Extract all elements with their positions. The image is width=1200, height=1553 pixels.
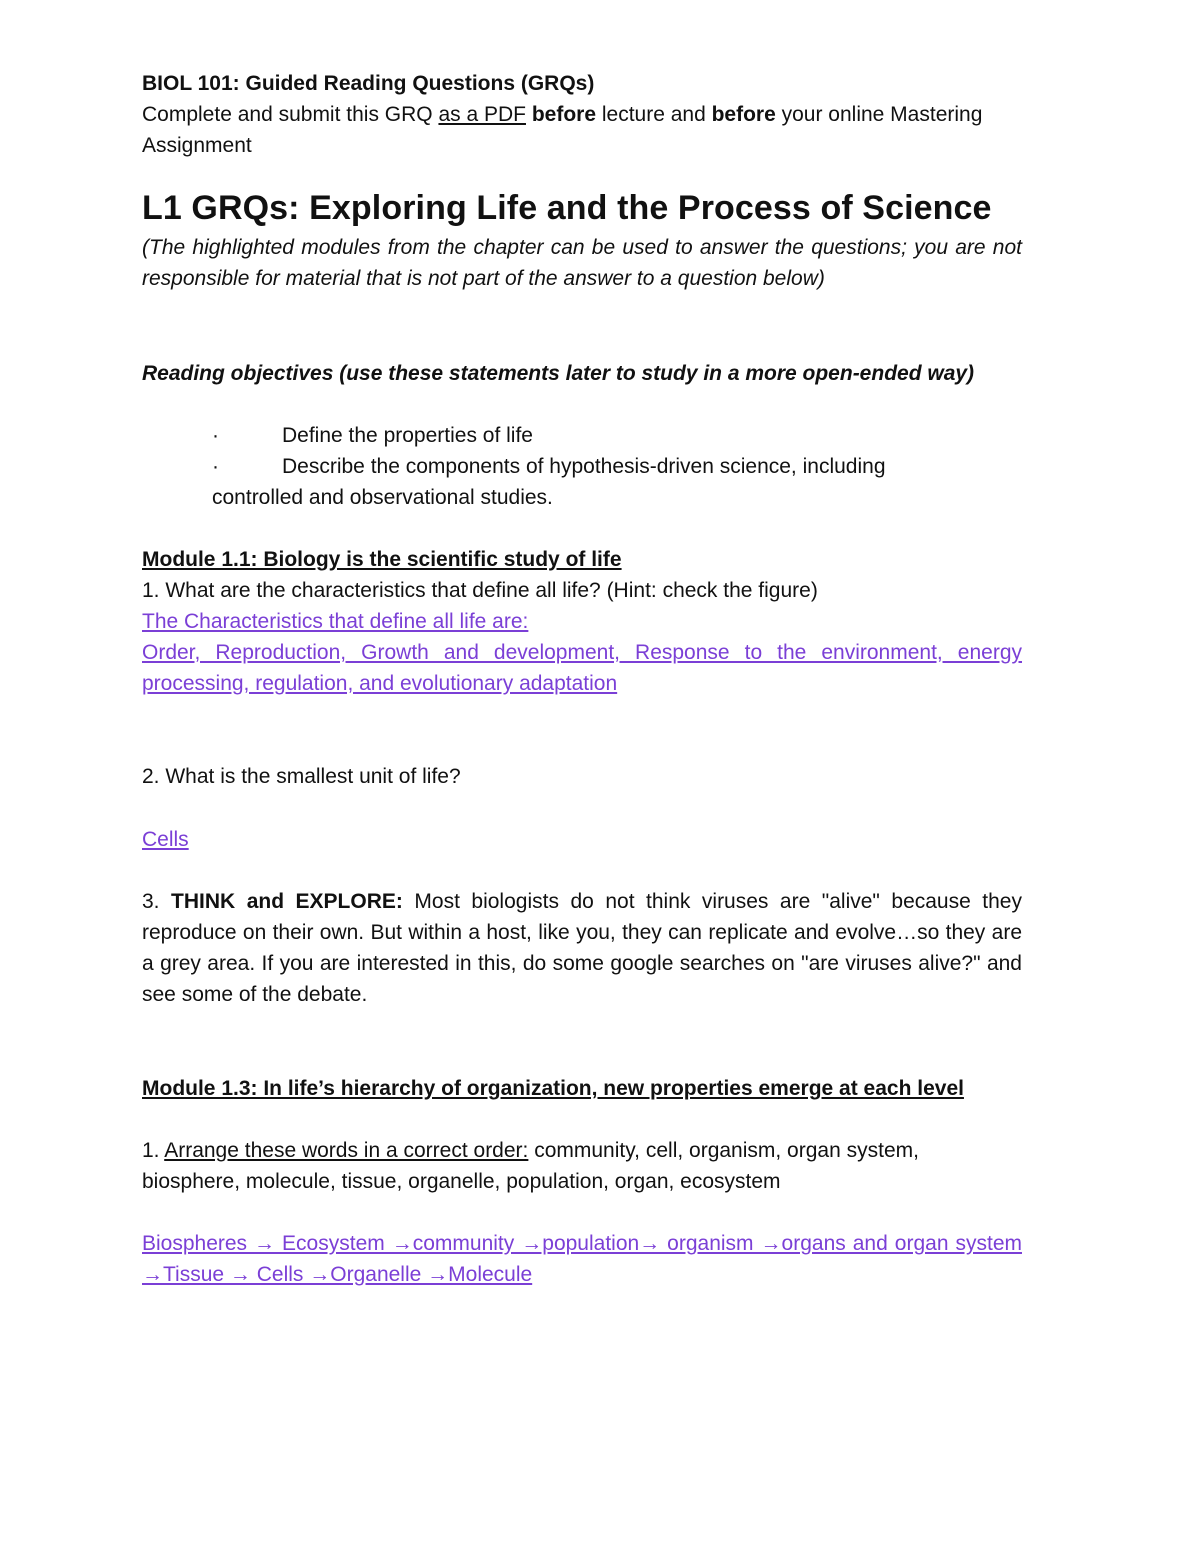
module-1-3-question-1 bbox=[142, 1135, 1022, 1197]
question-1-number: 1. bbox=[142, 1139, 165, 1162]
objective-item bbox=[212, 451, 1022, 482]
objectives-heading: Reading objectives (use these statements later to study in a more open-ended way) bbox=[142, 362, 975, 385]
arrange-word-list: community, cell, organism, organ system, biosphere, molecule, tissue, organelle, population, organ, ecosystem bbox=[142, 1139, 919, 1193]
instructions-text-3: lecture and bbox=[596, 103, 712, 126]
instructions-before-2: before bbox=[711, 103, 776, 126]
module-1-3-answer-1: Biospheres → Ecosystem →community →population→ organism →organs and organ system →Tissue → Cells →Organelle →Molecule bbox=[142, 1232, 1022, 1286]
objective-item bbox=[212, 420, 1022, 451]
instructions-before-1: before bbox=[531, 103, 597, 126]
module-1-3-heading: Module 1.3: In life’s hierarchy of organization, new properties emerge at each level bbox=[142, 1077, 964, 1100]
instructions-text-4: your online Mastering Assignment bbox=[142, 103, 983, 157]
objective-text: Describe the components of hypothesis-driven science, including bbox=[282, 455, 886, 478]
highlight-note: (The highlighted modules from the chapter can be used to answer the questions; you are not responsible for material that is not part of the answer to a question below) bbox=[142, 236, 1022, 290]
module-1-1-question-3 bbox=[142, 886, 1022, 1010]
arrange-instruction: Arrange these words in a correct order: bbox=[164, 1139, 529, 1162]
module-1-1-answer-1: Order, Reproduction, Growth and development, Response to the environment, energy processing, regulation, and evolutionary adaptation bbox=[142, 641, 1022, 695]
think-and-explore-label: THINK and EXPLORE: bbox=[171, 890, 403, 913]
instructions bbox=[142, 99, 1022, 161]
course-title: BIOL 101: Guided Reading Questions (GRQs) bbox=[142, 72, 595, 95]
objective-continuation: controlled and observational studies. bbox=[212, 486, 553, 509]
bullet-dot-icon: · bbox=[212, 424, 219, 447]
module-1-1-question-1: 1. What are the characteristics that define all life? (Hint: check the figure) bbox=[142, 579, 818, 602]
module-1-1-question-2: 2. What is the smallest unit of life? bbox=[142, 765, 461, 788]
instructions-as-pdf: as a PDF bbox=[438, 103, 526, 126]
bullet-dot-icon: · bbox=[212, 455, 219, 478]
module-1-1-answer-1-intro: The Characteristics that define all life are: bbox=[142, 610, 529, 633]
page-title: L1 GRQs: Exploring Life and the Process of Science bbox=[142, 189, 992, 227]
question-3-text: Most biologists do not think viruses are "alive" because they reproduce on their own. But within a host, like you, they can replicate and evolve…so they are a grey area. If you are interested in this, do some google searches on "are viruses alive?" and see some of the debate. bbox=[142, 890, 1022, 1006]
module-1-1-heading: Module 1.1: Biology is the scientific study of life bbox=[142, 548, 622, 571]
instructions-text-1: Complete and submit this GRQ bbox=[142, 103, 439, 126]
question-3-number: 3. bbox=[142, 890, 172, 913]
module-1-1-answer-2: Cells bbox=[142, 828, 189, 851]
objective-text: Define the properties of life bbox=[282, 424, 533, 447]
